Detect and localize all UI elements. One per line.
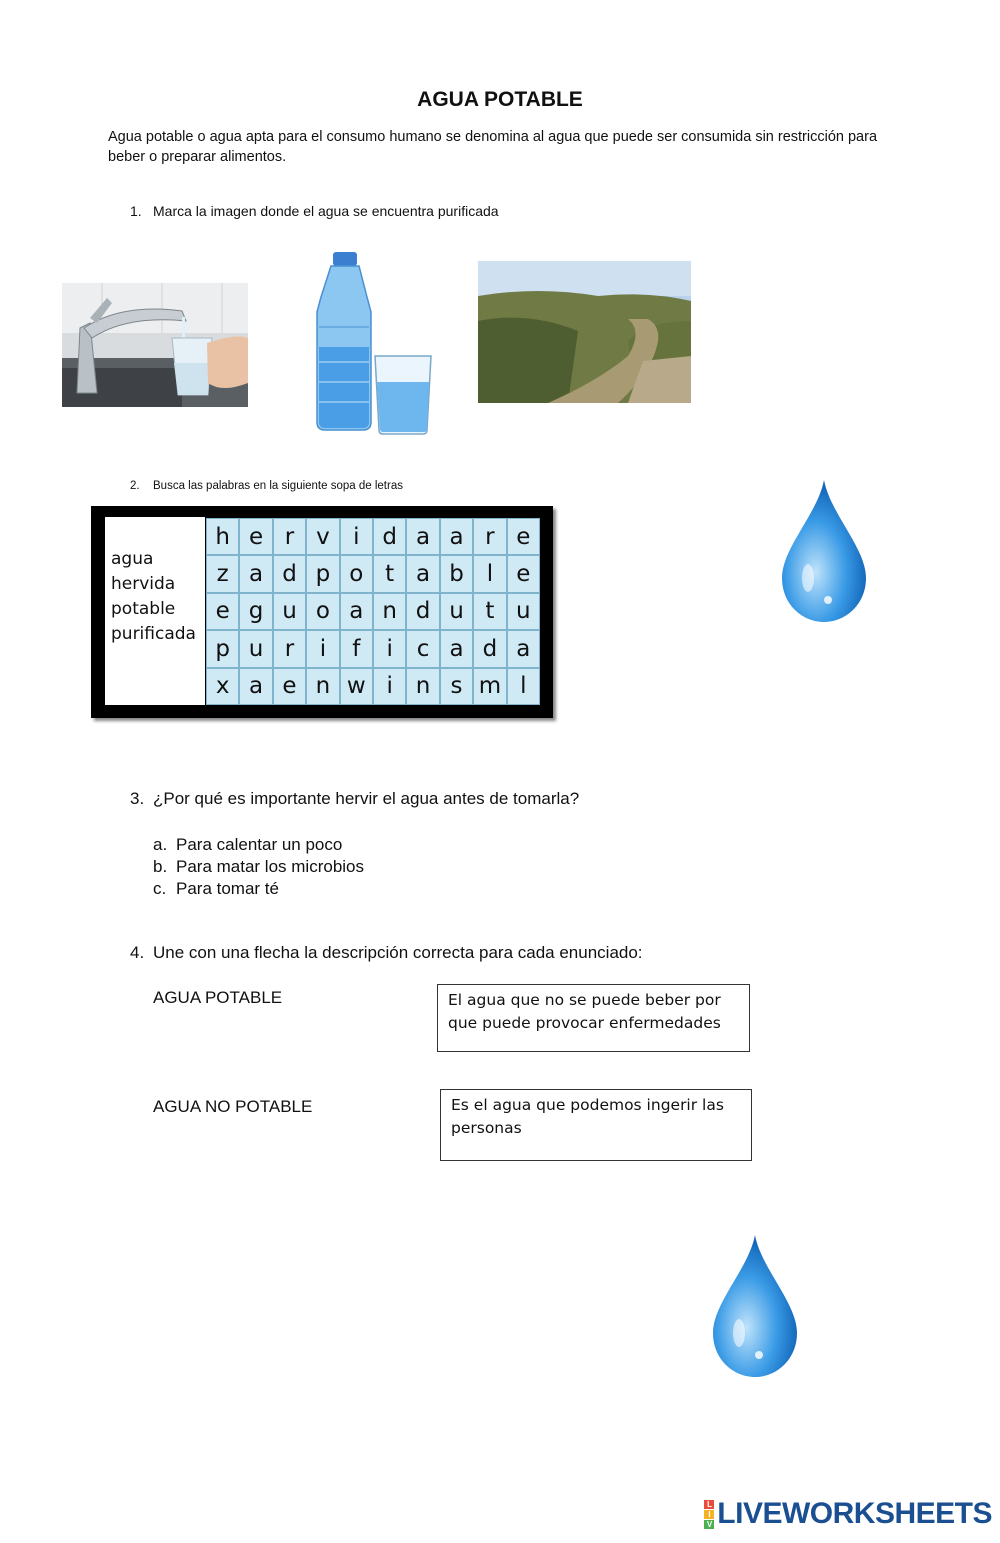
word-search-cell[interactable]: e [273, 668, 306, 705]
word-search-cell[interactable]: a [440, 518, 473, 555]
tap-water-image[interactable] [62, 283, 248, 407]
match-right-description-2[interactable]: Es el agua que podemos ingerir las personas [440, 1089, 752, 1161]
word-search-cell[interactable]: o [306, 593, 339, 630]
option-b[interactable] [153, 856, 364, 878]
word-search-cell[interactable]: n [373, 593, 406, 630]
word-search-cell[interactable]: e [239, 518, 272, 555]
word-search-cell[interactable]: e [507, 555, 540, 592]
word-search-cell[interactable]: a [406, 518, 439, 555]
word-search-cell[interactable]: d [473, 630, 506, 667]
question-3-number: 3. [130, 789, 145, 808]
match-left-agua-no-potable[interactable]: AGUA NO POTABLE [153, 1097, 313, 1116]
question-2-number: 2. [130, 480, 140, 492]
word-search-cell[interactable]: s [440, 668, 473, 705]
question-3 [130, 789, 579, 809]
word-search-cell[interactable]: h [206, 518, 239, 555]
word-search-cell[interactable]: n [406, 668, 439, 705]
word-search-cell[interactable]: t [473, 593, 506, 630]
word-search-cell[interactable]: a [440, 630, 473, 667]
word-search-word: purificada [111, 624, 196, 644]
word-search-cell[interactable]: i [373, 630, 406, 667]
word-search-cell[interactable]: i [306, 630, 339, 667]
word-search-cell[interactable]: n [306, 668, 339, 705]
page-title: AGUA POTABLE [417, 88, 583, 111]
logo-blocks-icon [704, 1500, 714, 1529]
question-1-number: 1. [130, 203, 142, 219]
logo-text: LIVEWORKSHEETS [717, 1497, 992, 1530]
word-search-cell[interactable]: a [239, 555, 272, 592]
word-search-cell[interactable]: i [340, 518, 373, 555]
liveworksheets-logo [704, 1497, 992, 1531]
question-4-number: 4. [130, 943, 145, 962]
option-text: Para matar los microbios [176, 857, 365, 876]
word-search-word: hervida [111, 574, 176, 594]
word-search-cell[interactable]: f [340, 630, 373, 667]
word-search-cell[interactable]: d [373, 518, 406, 555]
logo-block: V [704, 1520, 714, 1529]
option-c[interactable] [153, 878, 364, 900]
word-search-cell[interactable]: r [273, 630, 306, 667]
word-search-word: potable [111, 599, 176, 619]
word-search-cell[interactable]: a [239, 668, 272, 705]
word-search-cell[interactable]: d [273, 555, 306, 592]
word-search-cell[interactable]: c [406, 630, 439, 667]
word-search-cell[interactable]: u [239, 630, 272, 667]
option-letter: c. [153, 879, 167, 898]
word-search-cell[interactable]: p [206, 630, 239, 667]
word-search-cell[interactable]: r [273, 518, 306, 555]
word-search-cell[interactable]: u [507, 593, 540, 630]
word-search-cell[interactable]: g [239, 593, 272, 630]
word-search-cell[interactable]: w [340, 668, 373, 705]
word-search-cell[interactable]: u [273, 593, 306, 630]
question-4-text: Une con una flecha la descripción correcta para cada enunciado: [153, 943, 643, 962]
word-search-cell[interactable]: e [206, 593, 239, 630]
word-search-cell[interactable]: i [373, 668, 406, 705]
word-search-cell[interactable]: e [507, 518, 540, 555]
logo-block: L [704, 1500, 714, 1509]
question-2 [130, 480, 403, 492]
word-search-cell[interactable]: r [473, 518, 506, 555]
bottled-water-image[interactable] [305, 252, 435, 436]
word-search-cell[interactable]: b [440, 555, 473, 592]
word-search-grid[interactable] [206, 518, 540, 705]
word-search-cell[interactable]: l [473, 555, 506, 592]
word-search-cell[interactable]: m [473, 668, 506, 705]
word-search-cell[interactable]: p [306, 555, 339, 592]
word-search-cell[interactable]: v [306, 518, 339, 555]
word-search-cell[interactable]: u [440, 593, 473, 630]
question-1 [130, 203, 499, 219]
option-letter: b. [153, 857, 168, 876]
word-search-cell[interactable]: z [206, 555, 239, 592]
logo-block: I [704, 1510, 714, 1519]
option-text: Para calentar un poco [176, 835, 343, 854]
option-a[interactable] [153, 834, 364, 856]
word-search-cell[interactable]: t [373, 555, 406, 592]
word-search-cell[interactable]: a [406, 555, 439, 592]
question-2-text: Busca las palabras en la siguiente sopa de letras [153, 480, 403, 492]
question-3-options [153, 834, 364, 900]
word-search-word-list [105, 517, 205, 705]
water-drop-icon [709, 1233, 801, 1379]
word-search-word: agua [111, 549, 154, 569]
word-search-cell[interactable]: x [206, 668, 239, 705]
match-right-description-1[interactable]: El agua que no se puede beber por que puede provocar enfermedades [437, 984, 750, 1052]
match-left-agua-potable[interactable]: AGUA POTABLE [153, 988, 283, 1007]
word-search-cell[interactable]: d [406, 593, 439, 630]
question-4 [130, 943, 643, 963]
word-search-cell[interactable]: o [340, 555, 373, 592]
word-search-cell[interactable]: a [340, 593, 373, 630]
question-3-text: ¿Por qué es importante hervir el agua antes de tomarla? [153, 789, 580, 808]
intro-paragraph: Agua potable o agua apta para el consumo humano se denomina al agua que puede ser consumida sin restricción para beber o preparar alimentos. [108, 129, 878, 165]
option-text: Para tomar té [176, 879, 279, 898]
river-image[interactable] [478, 261, 691, 403]
water-drop-icon [778, 478, 870, 624]
word-search-cell[interactable]: a [507, 630, 540, 667]
option-letter: a. [153, 835, 168, 854]
word-search-cell[interactable]: l [507, 668, 540, 705]
question-1-text: Marca la imagen donde el agua se encuentra purificada [153, 203, 499, 219]
